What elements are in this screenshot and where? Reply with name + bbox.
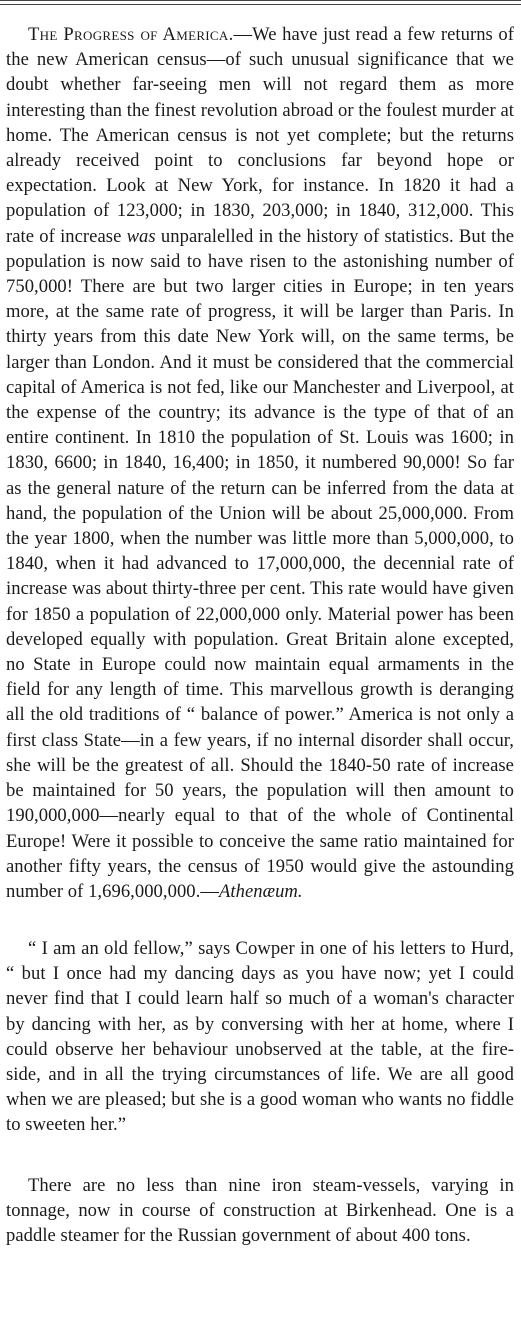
article-body-mid: unparalelled in the history of statistics. But the population is now said to have risen to the astonishing number of 750,000! There are but two larger cities in Europe; in ten years more, at the same rate of progress, it will be larger than Paris. In thirty years from this date New York will, on the same terms, be larger than London. And it must be considered that the commercial capital of America is not fed, like our Manchester and Liverpool, at the expense of the country; its advance is the type of that of an entire continent. In 1810 the population of St. Louis was 1600; in 1830, 6600; in 1840, 16,400; in 1850, it numbered 90,000! So far as the general nature of the return can be inferred from the data at hand, the population of the Union will be about 25,000,000. From the year 1800, when the number was little more than 5,000,000, to 1840, when it had advanced to 17,000,000, the decennial rate of increase was about thirty-three per cent. This rate would have given for 1850 a population of 22,000,000 only. Material power has been developed equally with population. Great Britain alone excepted, no State in Europe could now maintain equal armaments in the field for any length of time. This marvellous growth is deranging all the old traditions of “ balance of power.” America is not only a first class State—in a few years, if no internal disorder shall occur, she will be the greatest of all. Should the 1840-50 rate of increase be maintained for 50 years, the population will then amount to 190,000,000—nearly equal to that of the whole of Continental Europe! Were it possible to conceive the same ratio maintained for another fifty years, the census of 1950 would give the astounding number of 1,696,000,000.— xyxy=(6,225,514,902)
article-body: There are no less than nine iron steam-vessels, varying in tonnage, now in course of construction at Birkenhead. One is a paddle steamer for the Russian government of about 400 tons. xyxy=(6,1175,514,1247)
top-rule-line xyxy=(0,0,521,1)
article-progress-of-america xyxy=(6,22,514,926)
article-title: The Progress of America. xyxy=(28,24,234,45)
article-source: Athenæum. xyxy=(219,880,303,902)
emphasis-was: was xyxy=(126,225,156,247)
article-body-start: —We have just read a few returns of the new American census—of such unusual significance that we doubt whether far-seeing men will not regard them as more interesting than the finest revolution abroad or the foulest murder at home. The American census is not yet complete; but the returns already received point to conclusions far beyond hope or expectation. Look at New York, for instance. In 1820 it had a population of 123,000; in 1830, 203,000; in 1840, 312,000. This rate of increase xyxy=(6,24,515,247)
article-iron-steam-vessels xyxy=(6,1173,514,1249)
newspaper-column xyxy=(6,22,514,1249)
article-cowper-quote xyxy=(6,936,514,1168)
top-rule-line xyxy=(0,4,521,5)
article-body: “ I am an old fellow,” says Cowper in one of his letters to Hurd, “ but I once had my dancing days as you have now; yet I could never find that I could learn half so much of a woman's character by dancing with her, as by conversing with her at home, where I could observe her behaviour unobserved at the table, at the fire-side, and in all the trying circumstances of life. We are all good when we are pleased; but she is a good woman who wants no fiddle to sweeten her.” xyxy=(6,938,514,1136)
top-double-rule xyxy=(0,0,521,6)
